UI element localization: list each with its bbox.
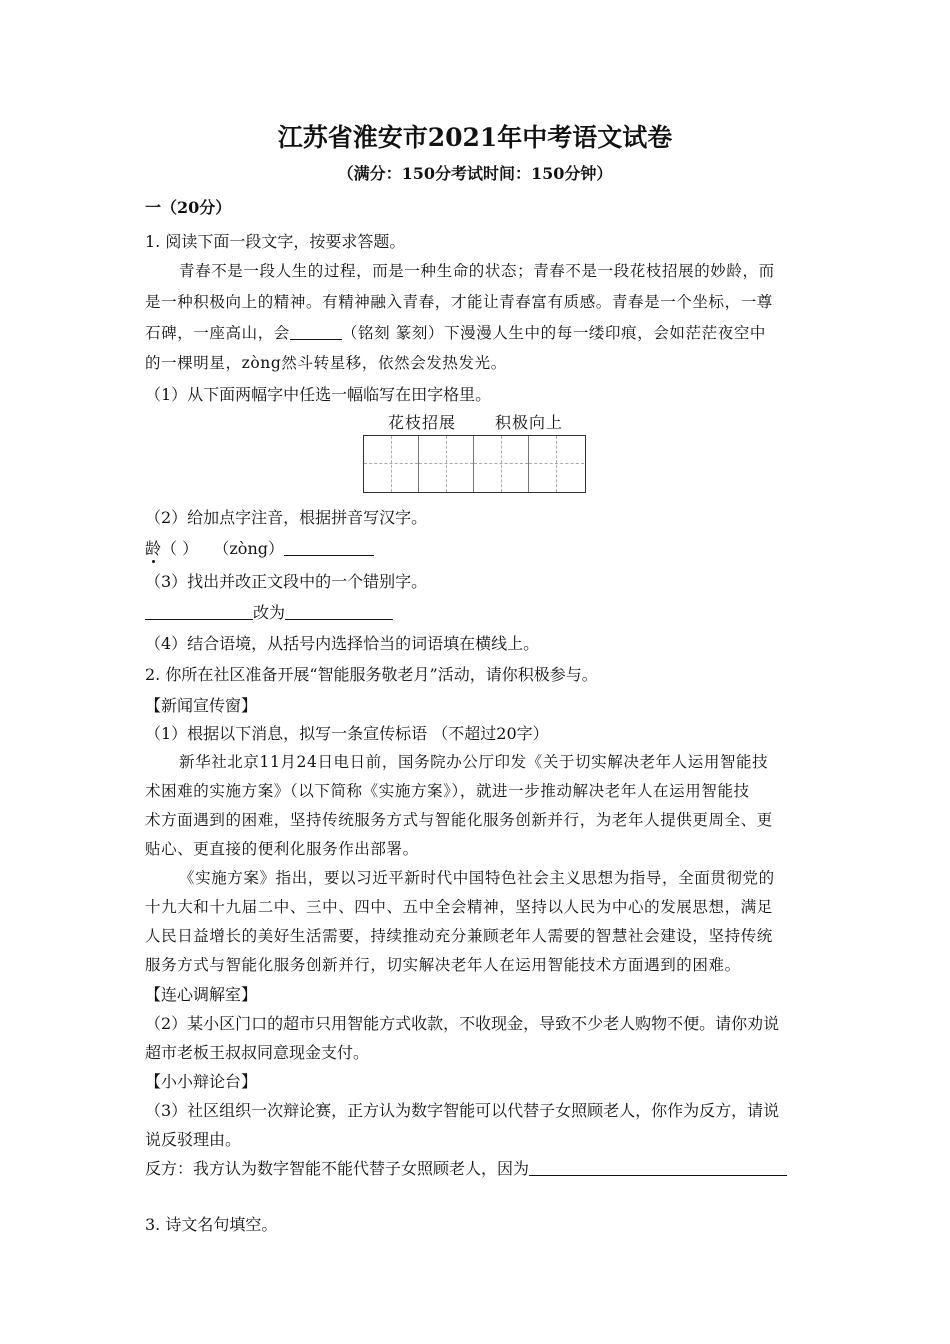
answer-paren: （ ） — [161, 539, 199, 558]
news-line: 《实施方案》指出，要以习近平新时代中国特色社会主义思想为指导，全面贯彻党的 — [179, 869, 775, 887]
blank-line — [290, 323, 342, 340]
news-line: 服务方式与智能化服务创新并行，切实解决老年人在运用智能技术方面遇到的困难。 — [145, 956, 741, 974]
news-line: 新华社北京11月24日电日前，国务院办公厅印发《关于切实解决老年人运用智能技 — [179, 753, 769, 771]
passage-line: 的一棵明星，zòng然斗转星移，依然会发热发光。 — [145, 354, 507, 372]
answer-blank[interactable] — [284, 539, 374, 556]
passage-line — [145, 321, 766, 343]
news-line: 贴心、更直接的便利化服务作出部署。 — [145, 840, 419, 858]
news-line: 术方面遇到的困难，坚持传统服务方式与智能化服务创新并行，为老年人提供更周全、更 — [145, 811, 773, 829]
pinyin-question — [145, 536, 374, 559]
grid-cell[interactable] — [419, 436, 474, 492]
dotted-character: 龄 — [145, 539, 162, 558]
question-1-sub-4: （4）结合语境，从括号内选择恰当的词语填在横线上。 — [145, 634, 540, 653]
question-2-sub-2: 超市老板王叔叔同意现金支付。 — [145, 1043, 370, 1062]
question-2-sub-2: （2）某小区门口的超市只用智能方式收款，不收现金，导致不少老人购物不便。请你劝说 — [145, 1014, 780, 1033]
answer-line — [145, 1156, 787, 1179]
calligraphy-option: 积极向上 — [495, 413, 564, 432]
question-2-sub-3: 说反驳理由。 — [145, 1130, 242, 1149]
section-heading: 一（20分） — [145, 198, 232, 217]
pinyin-label: （zòng） — [213, 539, 284, 558]
calligraphy-option: 花枝招展 — [388, 413, 457, 432]
question-2-stem: 2. 你所在社区准备开展“智能服务敬老月”活动，请你积极参与。 — [145, 665, 598, 684]
answer-blank[interactable] — [285, 603, 393, 620]
question-1-sub-1: （1）从下面两幅字中任选一幅临写在田字格里。 — [145, 385, 492, 404]
tian-zi-grid[interactable] — [363, 435, 586, 493]
exam-title: 江苏省淮安市2021年中考语文试卷 — [277, 123, 673, 152]
section-label: 【连心调解室】 — [145, 985, 258, 1004]
section-label: 【新闻宣传窗】 — [145, 696, 258, 715]
answer-blank[interactable] — [145, 603, 253, 620]
grid-cell[interactable] — [474, 436, 529, 492]
news-line: 术困难的实施方案》（以下简称《实施方案》），就进一步推动解决老年人在运用智能技 — [145, 782, 750, 800]
passage-line: 是一种积极向上的精神。有精神融入青春，才能让青春富有质感。青春是一个坐标，一尊 — [145, 293, 773, 311]
question-3-stem: 3. 诗文名句填空。 — [145, 1215, 278, 1234]
section-label: 【小小辩论台】 — [145, 1072, 258, 1091]
answer-blank[interactable] — [529, 1159, 787, 1176]
news-line: 十九大和十九届二中、三中、四中、五中全会精神，坚持以人民为中心的发展思想，满足 — [145, 898, 773, 916]
grid-cell[interactable] — [364, 436, 419, 492]
question-2-sub-3: （3）社区组织一次辩论赛，正方认为数字智能可以代替子女照顾老人，你作为反方，请说 — [145, 1101, 780, 1120]
passage-line: 青春不是一段人生的过程，而是一种生命的状态；青春不是一段花枝招展的妙龄，而 — [179, 262, 775, 280]
correction-line — [145, 600, 393, 623]
grid-cell[interactable] — [529, 436, 584, 492]
passage-text: 石碑，一座高山，会 — [145, 324, 290, 342]
question-2-sub-1: （1）根据以下消息，拟写一条宣传标语 （不超过20字） — [145, 724, 549, 743]
correction-label: 改为 — [253, 603, 286, 622]
answer-prefix: 反方：我方认为数字智能不能代替子女照顾老人，因为 — [145, 1159, 530, 1178]
news-line: 人民日益增长的美好生活需要，持续推动充分兼顾老年人需要的智慧社会建设，坚持传统 — [145, 927, 773, 945]
question-1-sub-2: （2）给加点字注音，根据拼音写汉字。 — [145, 508, 428, 527]
question-1-stem: 1. 阅读下面一段文字，按要求答题。 — [145, 232, 406, 251]
passage-text: （铭刻 篆刻）下漫漫人生中的每一缕印痕，会如茫茫夜空中 — [341, 324, 767, 342]
exam-subtitle: （满分：150分考试时间：150分钟） — [337, 164, 613, 183]
question-1-sub-3: （3）找出并改正文段中的一个错别字。 — [145, 572, 428, 591]
